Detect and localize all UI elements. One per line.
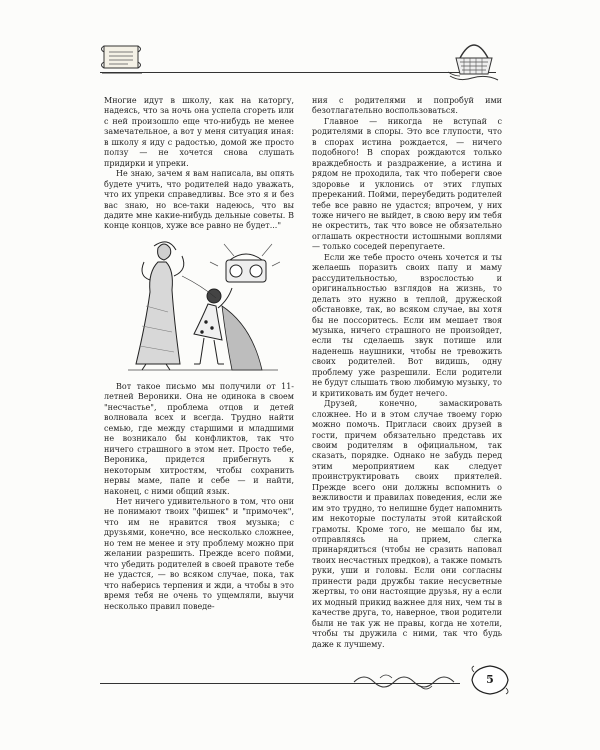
right-column	[312, 96, 502, 650]
mother-figure	[136, 242, 184, 370]
page-number: 5	[486, 673, 494, 686]
paragraph: Друзей, конечно, замаскировать сложнее. Но и в этом случае твоему горю можно помочь. Пригласи своих друзей в гости, причем обязательно представь их своим родителям в официальном, так сказать, порядке. Однако не забудь перед этим мероприятием как следует проинструктировать своих приятелей. Прежде всего они должны вспомнить о вежливости и правилах поведения, если же им это трудно, то нелишне будет напомнить им некоторые постулаты этой китайской грамоты. Кроме того, не мешало бы им, отправляясь на прием, слегка принарядиться (чтобы не сразить наповал твоих несчастных предков), а также помыть руки, уши и головы. Если они согласны принести ради дружбы такие несусветные жертвы, то они настоящие друзья, ну а если их модный прикид важнее для них, чем ты в качестве друга, то, наверное, твои родители были не так уж не правы, когда не хотели, чтобы ты дружила с ними, так что будь даже к лучшему.	[312, 399, 502, 649]
left-column-upper	[104, 96, 294, 232]
paragraph: Не знаю, зачем я вам написала, вы опять будете учить, что родителей надо уважать, что их упреки справедливы. Все это я и без вас знаю, но все-таки надеюсь, что вы дадите мне какие-нибудь дельные советы. В конце концов, хуже все равно не будет..."	[104, 169, 294, 231]
scroll-ornament-icon	[98, 40, 144, 74]
illustration-mother-and-girl	[122, 236, 280, 376]
basket-ornament-icon	[448, 36, 500, 84]
page-number-badge	[470, 664, 510, 696]
paragraph: Нет ничего удивительного в том, что они не понимают твоих "фишек" и "примочек", что им не нравится твоя музыка; с друзьями, конечно, все несколько сложнее, но тем не менее и эту проблему можно при желании разрешить. Прежде всего пойми, что убедить родителей в своей правоте тебе не удастся, — во всяком случае, пока, так что наберись терпения и жди, а чтобы в это время тебя не очень то ущемляли, выучи несколько правил поведе-	[104, 496, 294, 611]
left-column-lower	[104, 382, 294, 612]
paragraph: Вот такое письмо мы получили от 11-летней Вероники. Она не одинока в своем "несчастье", проблема отцов и детей волновала всех и всегда. Трудно найти семью, где между старшими и младшими не возникало бы конфликтов, так что ничего страшного в этом нет. Просто тебе, Вероника, придется прибегнуть к некоторым хитростям, чтобы сохранить нервы маме, папе и себе — и найти, наконец, с ними общий язык.	[104, 382, 294, 496]
paragraph: Многие идут в школу, как на каторгу, надеясь, что за ночь она успела сгореть или с ней произошло еще что-нибудь не менее замечательное, а вот у меня ситуация иная: в школу я иду с радостью, домой же просто ползу — не хочется снова слушать придирки и упреки.	[104, 96, 294, 168]
radio-icon	[210, 244, 280, 282]
paragraph: ния с родителями и попробуй ими безотлагательно воспользоваться.	[312, 96, 502, 116]
flourish-ornament-icon	[350, 666, 470, 696]
header-rule	[100, 72, 496, 73]
paragraph: Если же тебе просто очень хочется и ты желаешь поразить своих папу и маму рассудительностью, взрослостью и оригинальностью взглядов на жизнь, то делать это нужно в теплой, дружеской обстановке, так, во всяком случае, вы хотя бы не поссоритесь. Если им мешает твоя музыка, ничего страшного не произойдет, если ты сделаешь звук потише или наденешь наушники, чтобы не тревожить своих родителей. Вот видишь, одну проблему уже разрешили. Если родители не будут слышать твою любимую музыку, то и критиковать им будет нечего.	[312, 252, 502, 398]
paragraph: Главное — никогда не вступай с родителями в споры. Это все глупости, что в спорах истина рождается, — ничего подобного! В спорах рождаются только враждебность и раздражение, а истина и рядом не проходила, так что побереги свое здоровье и уклонись от этих глупых пререканий. Пойми, переубедить родителей тебе все равно не удастся; впрочем, у них тоже ничего не выйдет, в свою веру им тебя не окрестить, так что вовсе не обязательно оглашать окрестности истошными воплями — только соседей перепугаете.	[312, 116, 502, 252]
